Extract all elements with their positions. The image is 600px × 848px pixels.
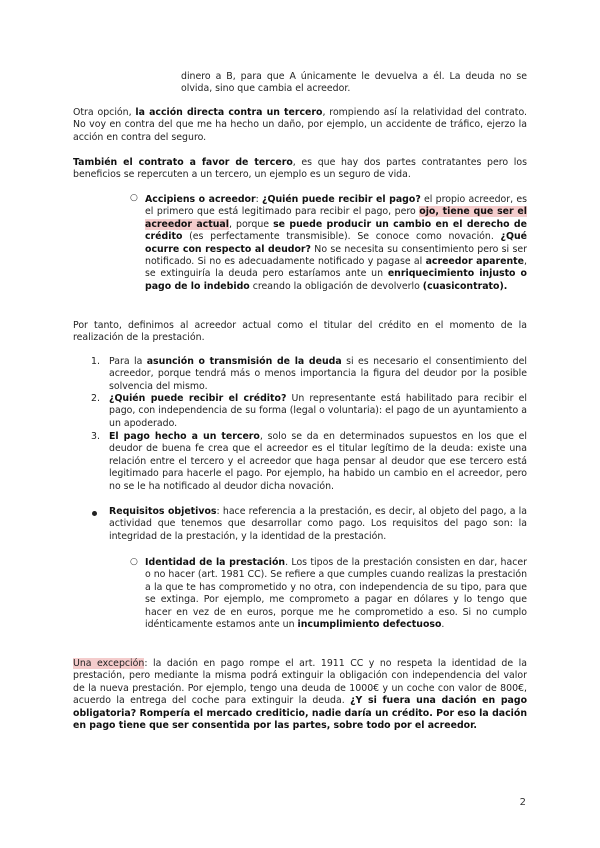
- paragraph-excepcion: Una excepción: la dación en pago rompe el art. 1911 CC y no respeta la identidad de la prestación, pero mediante la misma podrá extinguir la obligación con independencia del valor de la nueva prestación. Por ejemplo, tengo una deuda de 1000€ y un coche con valor de 800€, acuerdo la entrega del coche para extinguir la deuda. ¿Y si fuera una dación en pago obligatoria? Rompería el mercado crediticio, nadie daría un crédito. Por eso la dación en pago tiene que ser consentida por las partes, sobre todo por el acreedor.: [73, 658, 528, 732]
- bullet-requisitos-objetivos: Requisitos objetivos: hace referencia a la prestación, es decir, al objeto del pago, a la actividad que tenemos que desarrollar como pago. Los requisitos del pago son: la integridad de la prestación, y la identidad de la prestación.: [109, 506, 527, 542]
- list-item-3: El pago hecho a un tercero, solo se da en determinados supuestos en los que el deudor de buena fe crea que el acreedor es el titular legítimo de la deuda: existe una relación entre el tercero y el acreedor que haga pensar al deudor que ese tercero está legitimado para hacerle el pago. Por ejemplo, ha habido un cambio en el acreedor, pero no se le ha notificado al deudor dicha novación.: [109, 431, 527, 492]
- highlight: ojo, tiene que ser el acreedor actual: [145, 206, 527, 230]
- paragraph-continuation: dinero a B, para que A únicamente le devuelva a él. La deuda no se olvida, sino que cambia el acreedor.: [181, 71, 527, 95]
- paragraph-accion-directa: Otra opción, la acción directa contra un tercero, rompiendo así la relatividad del contrato. No voy en contra del que me ha hecho un daño, por ejemplo, un accidente de tráfico, ejerzo la acción en contra del seguro.: [73, 107, 528, 143]
- page-number: 2: [519, 797, 526, 808]
- list-number: 3.: [91, 431, 100, 442]
- bullet-dot-icon: [92, 511, 97, 516]
- bold-term: la acción directa contra un tercero: [135, 107, 323, 118]
- list-number: 1.: [91, 356, 100, 367]
- paragraph-acreedor-actual: Por tanto, definimos al acreedor actual como el titular del crédito en el momento de la realización de la prestación.: [73, 320, 527, 344]
- hollow-bullet-icon: ○: [130, 557, 138, 567]
- list-number: 2.: [91, 393, 100, 404]
- list-item-2: ¿Quién puede recibir el crédito? Un representante está habilitado para recibir el pago, con independencia de su forma (legal o voluntaria): el pago de un ayuntamiento a un apoderado.: [109, 393, 527, 429]
- hollow-bullet-icon: ○: [130, 193, 138, 203]
- bullet-accipiens: Accipiens o acreedor: ¿Quién puede recibir el pago? el propio acreedor, es el primero que está legitimado para recibir el pago, pero ojo, tiene que ser el acreedor actual, porque se puede producir un cambio en el derecho de crédito (es perfectamente transmisible). Se conoce como novación. ¿Qué ocurre con respecto al deudor? No se necesita su consentimiento pero si ser notificado. Si no es adecuadamente notificado y pagase al acreedor aparente, se extinguiría la deuda pero estaríamos ante un enriquecimiento injusto o pago de lo indebido creando la obligación de devolverlo (cuasicontrato).: [145, 194, 528, 292]
- highlight: Una excepción: [73, 658, 145, 669]
- list-item-1: Para la asunción o transmisión de la deuda si es necesario el consentimiento del acreedor, porque tendrá más o menos importancia la figura del deudor por la posible solvencia del mismo.: [109, 356, 527, 392]
- paragraph-contrato-tercero: También el contrato a favor de tercero, es que hay dos partes contratantes pero los beneficios se repercuten a un tercero, un ejemplo es un seguro de vida.: [73, 157, 527, 181]
- bullet-identidad: Identidad de la prestación. Los tipos de la prestación consisten en dar, hacer o no hacer (art. 1981 CC). Se refiere a que cumples cuando realizas la prestación a la que te has comprometido y no otra, con independencia de su tipo, para que se extinga. Por ejemplo, me comprometo a pagar en dólares y lo tengo que hacer en vez de en euros, porque me he comprometido a eso. Si no cumplo idénticamente estamos ante un incumplimiento defectuoso.: [145, 557, 528, 631]
- bold-term: También el contrato a favor de tercero: [73, 157, 293, 168]
